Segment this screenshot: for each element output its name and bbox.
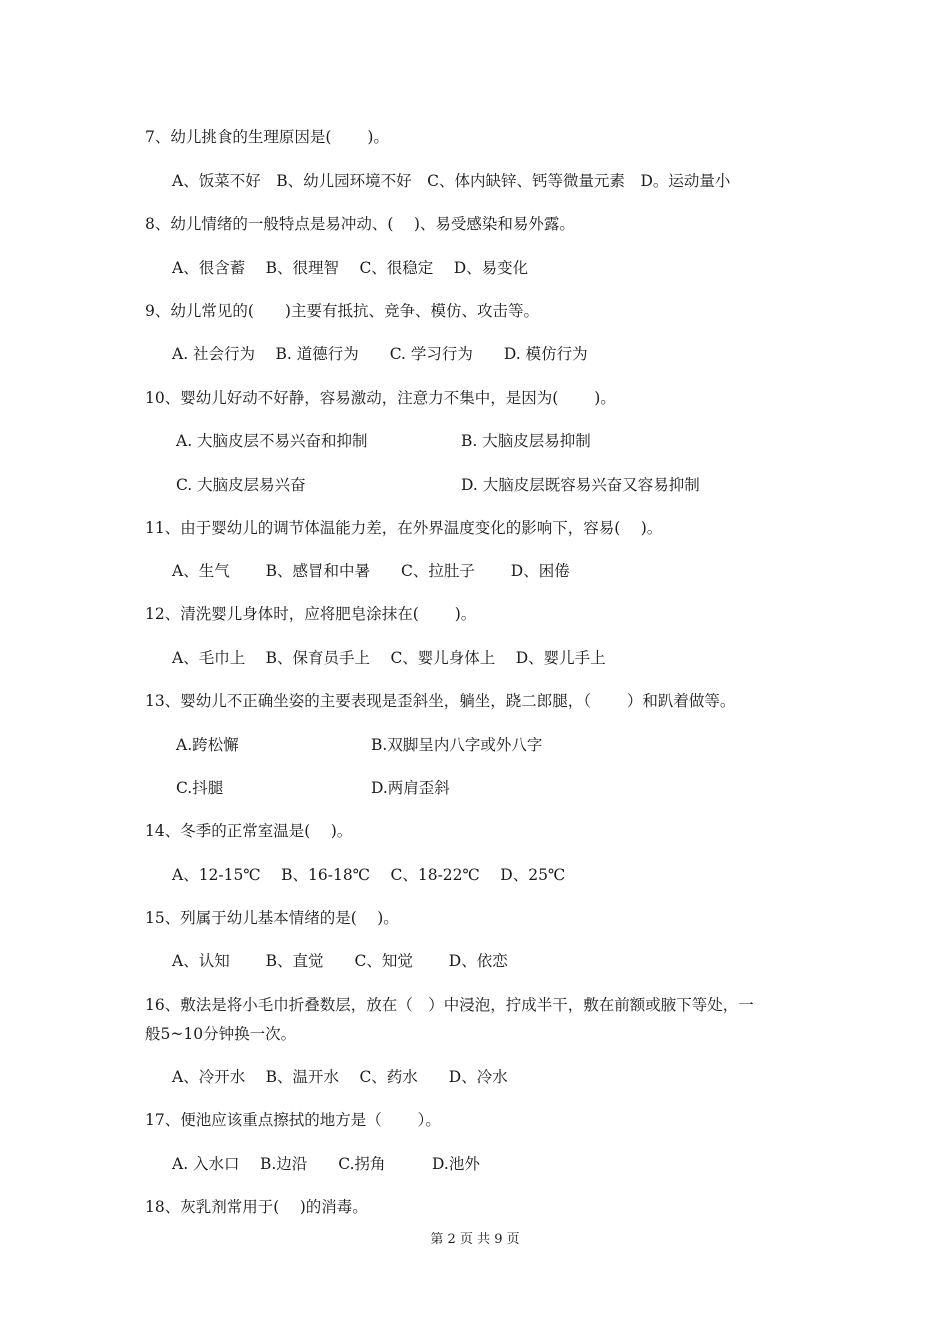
question-16-cont: 般5~10分钟换一次。	[145, 1025, 297, 1043]
options-8: A、很含蓄 B、很理智 C、很稳定 D、易变化	[172, 259, 529, 277]
option-10-a: A. 大脑皮层不易兴奋和抑制	[176, 432, 368, 450]
option-10-d: D. 大脑皮层既容易兴奋又容易抑制	[461, 476, 700, 494]
option-13-a: A.跨松懈	[176, 736, 239, 754]
options-12: A、毛巾上 B、保育员手上 C、婴儿身体上 D、婴儿手上	[172, 649, 606, 667]
question-9: 9、幼儿常见的( )主要有抵抗、竞争、模仿、攻击等。	[145, 302, 539, 320]
option-13-b: B.双脚呈内八字或外八字	[371, 736, 543, 754]
question-15: 15、列属于幼儿基本情绪的是( )。	[145, 909, 399, 927]
options-16: A、冷开水 B、温开水 C、药水 D、冷水	[172, 1068, 508, 1086]
option-13-d: D.两肩歪斜	[371, 779, 450, 797]
question-16: 16、敷法是将小毛巾折叠数层，放在（ ）中浸泡，拧成半干，敷在前额或腋下等处，一	[145, 996, 754, 1014]
question-18: 18、灰乳剂常用于( )的消毒。	[145, 1198, 368, 1216]
question-7: 7、幼儿挑食的生理原因是( )。	[145, 128, 389, 146]
options-9: A. 社会行为 B. 道德行为 C. 学习行为 D. 模仿行为	[172, 345, 588, 363]
page-footer: 第 2 页 共 9 页	[430, 1232, 520, 1247]
option-10-b: B. 大脑皮层易抑制	[461, 432, 591, 450]
options-14: A、12-15℃ B、16-18℃ C、18-22℃ D、25℃	[172, 866, 566, 884]
question-14: 14、冬季的正常室温是( )。	[145, 822, 353, 840]
question-12: 12、清洗婴儿身体时，应将肥皂涂抹在( )。	[145, 605, 477, 623]
options-11: A、生气 B、感冒和中暑 C、拉肚子 D、困倦	[172, 562, 570, 580]
options-7: A、饭菜不好 B、幼儿园环境不好 C、体内缺锌、钙等微量元素 D。运动量小	[172, 172, 731, 190]
question-10: 10、婴幼儿好动不好静，容易激动，注意力不集中，是因为( )。	[145, 389, 616, 407]
options-15: A、认知 B、直觉 C、知觉 D、依恋	[172, 952, 508, 970]
question-17: 17、便池应该重点擦拭的地方是（ ）。	[145, 1111, 441, 1129]
question-13: 13、婴幼儿不正确坐姿的主要表现是歪斜坐，躺坐，跷二郎腿，（ ）和趴着做等。	[145, 692, 736, 710]
option-10-c: C. 大脑皮层易兴奋	[176, 476, 306, 494]
question-11: 11、由于婴幼儿的调节体温能力差，在外界温度变化的影响下，容易( )。	[145, 519, 663, 537]
option-13-c: C.抖腿	[176, 779, 224, 797]
question-8: 8、幼儿情绪的一般特点是易冲动、( )、易受感染和易外露。	[145, 215, 575, 233]
options-17: A. 入水口 B.边沿 C.拐角 D.池外	[172, 1155, 480, 1173]
